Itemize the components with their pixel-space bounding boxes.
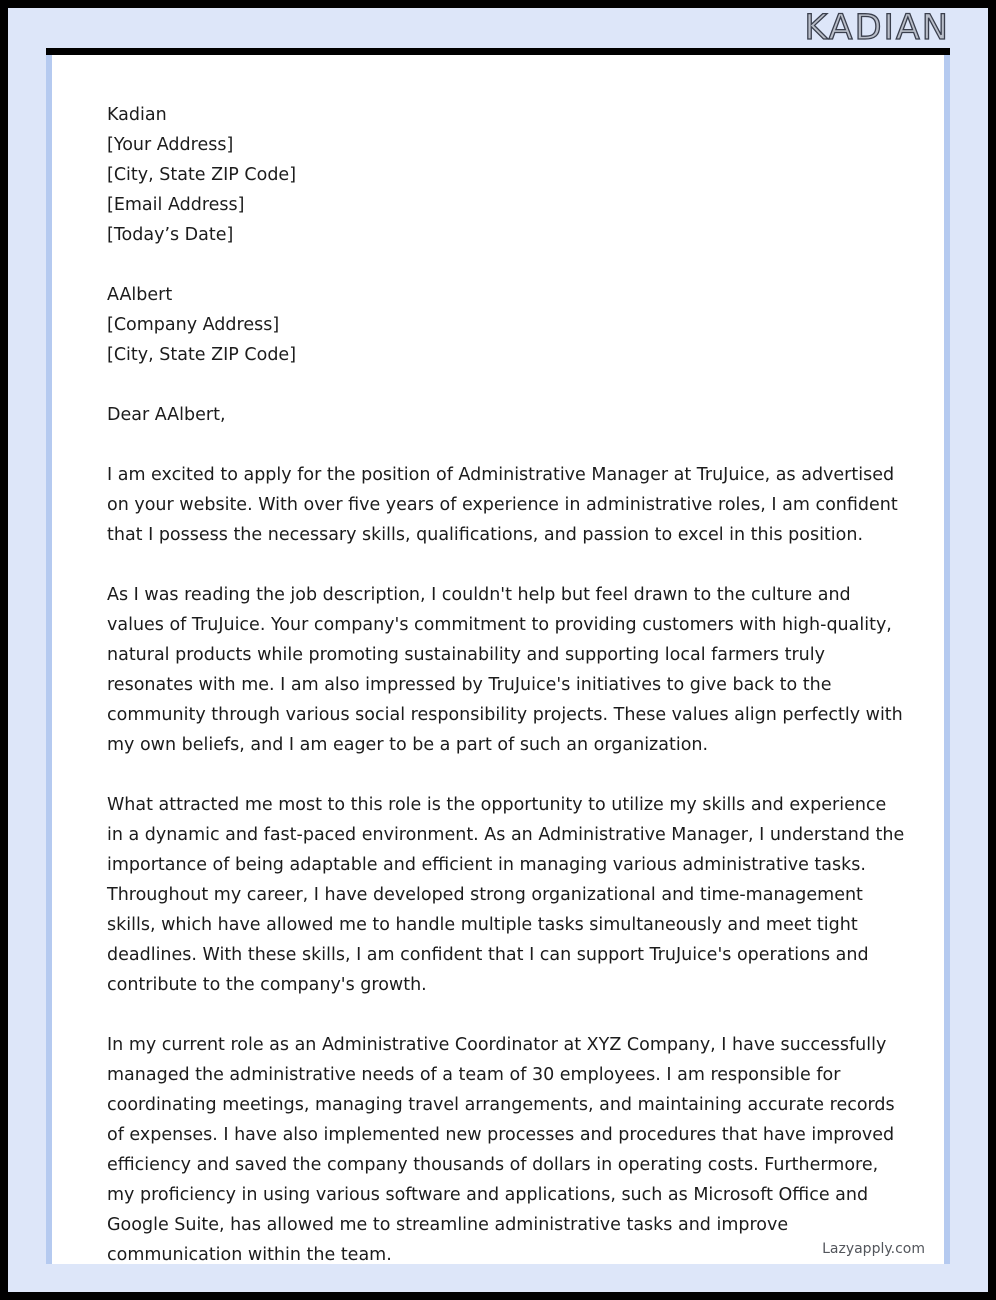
page-top-rule xyxy=(46,48,950,55)
recipient-city-state-zip: [City, State ZIP Code] xyxy=(107,345,297,365)
recipient-name: AAlbert xyxy=(107,285,173,305)
letter-date: [Today’s Date] xyxy=(107,225,234,245)
document-canvas xyxy=(8,8,988,1292)
sender-city-state-zip: [City, State ZIP Code] xyxy=(107,165,297,185)
recipient-address-block xyxy=(107,280,907,370)
sender-name: Kadian xyxy=(107,105,167,125)
spacer xyxy=(107,370,907,400)
page-edge-right xyxy=(944,55,950,1264)
recipient-company-address: [Company Address] xyxy=(107,315,280,335)
sender-address: [Your Address] xyxy=(107,135,234,155)
letter-paragraph: What attracted me most to this role is the opportunity to utilize my skills and experience in a dynamic and fast-paced environment. As an Administrative Manager, I understand the importance of being adaptable and efficient in managing various administrative tasks. Throughout my career, I have developed strong organizational and time-management skills, which have allowed me to handle multiple tasks simultaneously and meet tight deadlines. With these skills, I am confident that I can support TruJuice's operations and contribute to the company's growth. xyxy=(107,795,905,995)
brand-wordmark: KADIAN xyxy=(804,8,950,48)
letter-paragraph: In my current role as an Administrative Coordinator at XYZ Company, I have successfully managed the administrative needs of a team of 30 employees. I am responsible for coordinating meetings, managing travel arrangements, and maintaining accurate records of expenses. I have also implemented new processes and procedures that have improved efficiency and saved the company thousands of dollars in operating costs. Furthermore, my proficiency in using various software and applications, such as Microsoft Office and Google Suite, has allowed me to streamline administrative tasks and improve communication within the team. xyxy=(107,1035,895,1264)
salutation: Dear AAlbert, xyxy=(107,405,226,425)
brand-header xyxy=(8,8,988,48)
sender-address-block xyxy=(107,100,907,250)
letter-paragraph: As I was reading the job description, I couldn't help but feel drawn to the culture and values of TruJuice. Your company's commitment to providing customers with high-quality, natural products while promoting sustainability and supporting local farmers truly resonates with me. I am also impressed by TruJuice's initiatives to give back to the community through various social responsibility projects. These values align perfectly with my own beliefs, and I am eager to be a part of such an organization. xyxy=(107,585,903,755)
spacer xyxy=(107,250,907,280)
cover-letter-body xyxy=(107,100,907,1264)
page-sheet xyxy=(52,55,944,1264)
letter-page xyxy=(46,48,950,1264)
watermark: Lazyapply.com xyxy=(819,1240,928,1258)
sender-email: [Email Address] xyxy=(107,195,245,215)
letter-paragraph: I am excited to apply for the position of Administrative Manager at TruJuice, as advertised on your website. With over five years of experience in administrative roles, I am confident that I possess the necessary skills, qualifications, and passion to excel in this position. xyxy=(107,465,898,545)
spacer xyxy=(107,430,907,460)
